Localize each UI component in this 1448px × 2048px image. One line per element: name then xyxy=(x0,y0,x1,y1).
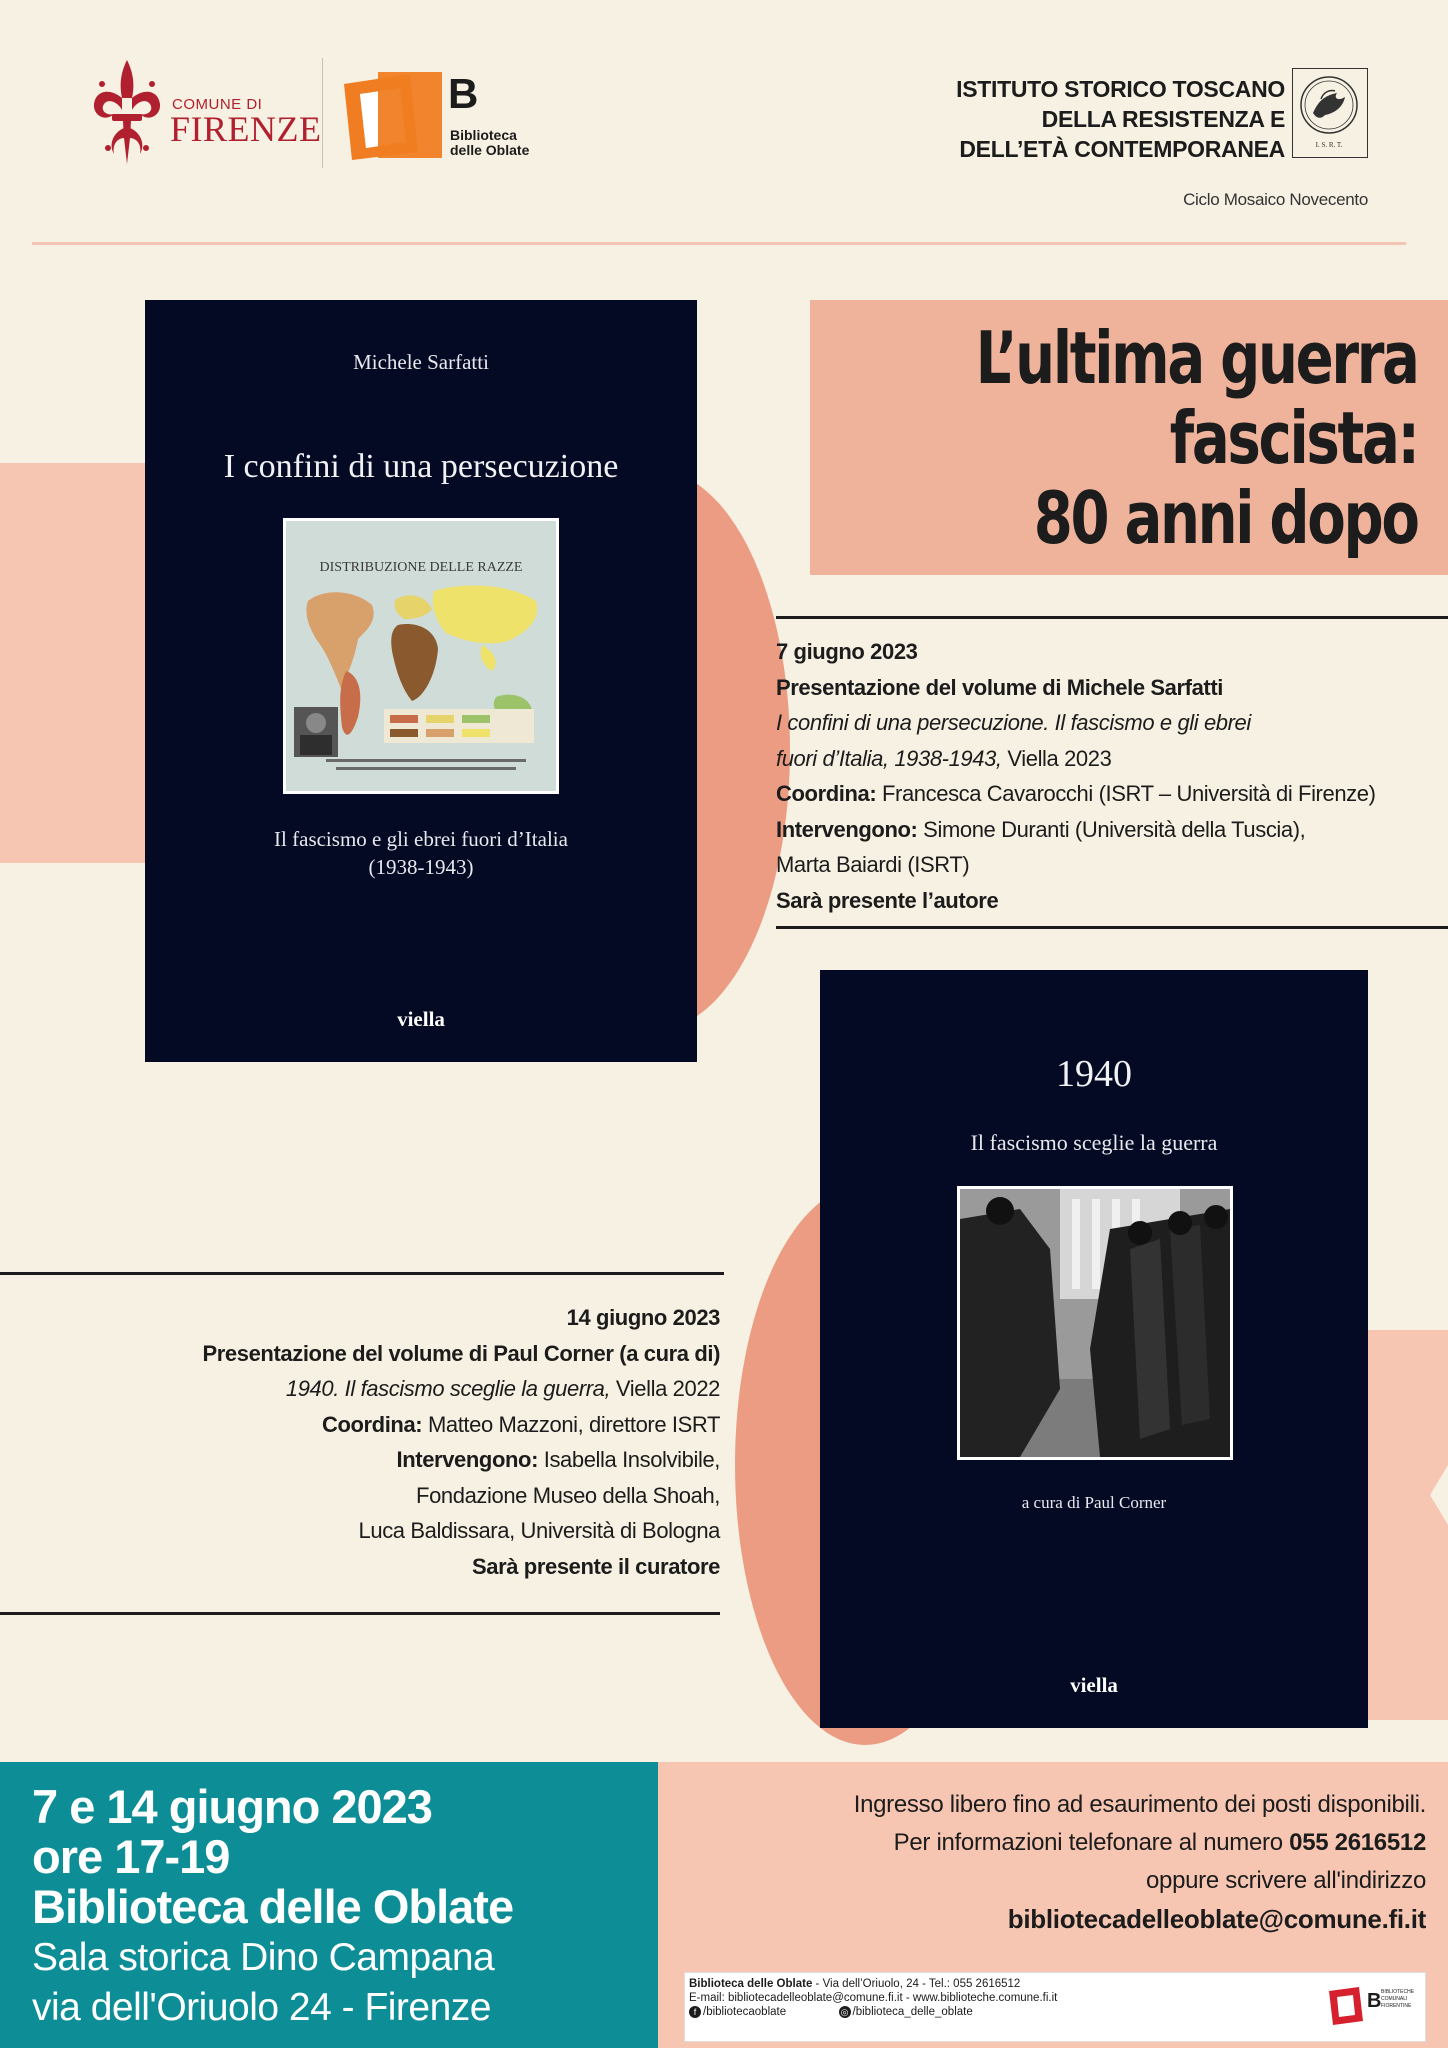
event2-presence: Sarà presente il curatore xyxy=(471,1553,720,1579)
event1-speakers-label: Intervengono: xyxy=(776,816,918,842)
instagram-icon: ◎ xyxy=(839,2006,851,2018)
strip-address: - Via dell’Oriuolo, 24 - Tel.: 055 2616512 xyxy=(812,1978,1021,1990)
marching-soldiers-image xyxy=(960,1189,1230,1457)
strip-social-line xyxy=(689,2005,973,2019)
main-title-box xyxy=(810,300,1448,575)
oblate-logo-letter: B xyxy=(448,70,479,117)
decorative-triangle-right xyxy=(1430,1465,1448,1525)
isrt-line1: ISTITUTO STORICO TOSCANO xyxy=(956,76,1285,102)
event1-date: 7 giugno 2023 xyxy=(776,639,918,664)
library-info-strip xyxy=(684,1972,1426,2042)
main-title-line2: fascista: xyxy=(1170,396,1418,480)
ciclo-label: Ciclo Mosaico Novecento xyxy=(1183,190,1368,209)
event2-speakers-value3: Luca Baldissara, Università di Bologna xyxy=(358,1518,720,1543)
footer-phone-number[interactable]: 055 2616512 xyxy=(1289,1829,1426,1856)
event1-speakers-value1: Simone Duranti (Università della Tuscia), xyxy=(917,816,1306,842)
event1-heading: Presentazione del volume di Michele Sarfatti xyxy=(776,674,1223,700)
event2-bottom-rule xyxy=(0,1612,720,1615)
footer-info-line3: oppure scrivere all'indirizzo xyxy=(1145,1867,1426,1894)
book2-editor: a cura di Paul Corner xyxy=(1021,1493,1167,1512)
main-title-line1: L’ultima guerra xyxy=(976,316,1418,400)
book1-map-image xyxy=(283,518,559,794)
event2-speakers-value1: Isabella Insolvibile, xyxy=(538,1447,720,1472)
footer-time: ore 17-19 xyxy=(32,1830,230,1883)
book2-photo-image xyxy=(957,1186,1233,1460)
event2-top-rule xyxy=(0,1272,724,1275)
main-title xyxy=(976,318,1418,558)
oblate-logo-text xyxy=(450,128,529,158)
book2-year: 1940 xyxy=(1056,1053,1132,1095)
event2-coord-label: Coordina: xyxy=(321,1411,423,1437)
event1-speakers-value2: Marta Baiardi (ISRT) xyxy=(776,852,970,877)
book2-publisher: viella xyxy=(1070,1673,1118,1697)
isrt-seal-icon xyxy=(1293,69,1366,155)
comune-di-label: COMUNE DI xyxy=(172,96,263,113)
footer-dates: 7 e 14 giugno 2023 xyxy=(32,1780,432,1833)
map-heading: DISTRIBUZIONE DELLE RAZZE xyxy=(319,560,523,575)
event1-coord-value: Francesca Cavarocchi (ISRT – Università di Firenze) xyxy=(876,781,1376,806)
decorative-rect-left xyxy=(0,463,150,863)
footer-address: via dell'Oriuolo 24 - Firenze xyxy=(32,1986,491,2029)
footer-email-link[interactable]: bibliotecadelleoblate@comune.fi.it xyxy=(1007,1904,1426,1934)
event1-details xyxy=(776,634,1448,918)
book-cover-confini xyxy=(145,300,697,1062)
strip-logo-text3: FIORENTINE xyxy=(1381,2003,1412,2009)
book1-publisher: viella xyxy=(397,1007,445,1031)
footer-room: Sala storica Dino Campana xyxy=(32,1936,495,1979)
footer-info-text xyxy=(854,1786,1426,1938)
book2-title: Il fascismo sceglie la guerra xyxy=(970,1130,1218,1155)
isrt-seal-text: I. S. R. T. xyxy=(1315,141,1343,149)
book-cover-1940 xyxy=(820,970,1368,1728)
footer-info-line2: Per informazioni telefonare al numero xyxy=(893,1829,1290,1856)
strip-email-line[interactable]: E-mail: bibliotecadelleoblate@comune.fi.it - www.biblioteche.comune.fi.it xyxy=(689,1992,1058,2004)
footer-venue-text xyxy=(32,1782,513,2032)
biblioteche-logo-icon xyxy=(1325,1981,1415,2031)
book1-subtitle-line2: (1938-1943) xyxy=(368,855,474,879)
isrt-line2: DELLA RESISTENZA E xyxy=(1041,106,1285,132)
oblate-line1: Biblioteca xyxy=(450,127,517,143)
event1-book-publisher: Viella 2023 xyxy=(1001,745,1112,771)
strip-instagram-handle[interactable]: /biblioteca_delle_oblate xyxy=(852,2006,973,2018)
event2-speakers-label: Intervengono: xyxy=(396,1447,539,1472)
top-divider xyxy=(32,242,1406,245)
world-map-image xyxy=(286,521,556,791)
event2-date: 14 giugno 2023 xyxy=(566,1305,720,1330)
event1-book-title-line2: fuori d’Italia, 1938-1943, xyxy=(776,745,1002,771)
footer-venue-panel xyxy=(0,1762,658,2048)
strip-logo-text2: COMUNALI xyxy=(1381,1996,1408,2002)
strip-logo-letter: B xyxy=(1367,1990,1382,2012)
event2-details xyxy=(60,1300,720,1584)
strip-logo-text1: BIBLIOTECHE xyxy=(1381,1989,1415,1995)
facebook-icon: f xyxy=(689,2006,701,2018)
event2-book-publisher: Viella 2022 xyxy=(610,1376,720,1401)
event2-heading: Presentazione del volume di Paul Corner (a cura di) xyxy=(202,1340,720,1366)
oblate-line2: delle Oblate xyxy=(450,142,530,158)
book1-title: I confini di una persecuzione xyxy=(223,448,619,485)
event1-bottom-rule xyxy=(776,926,1448,929)
strip-address-line xyxy=(689,1977,1020,1991)
biblioteche-fiorentine-logo xyxy=(1325,1981,1415,2031)
firenze-lily-logo-icon xyxy=(88,58,166,168)
book1-subtitle xyxy=(145,825,697,881)
isrt-seal-logo xyxy=(1292,68,1368,158)
main-title-line3: 80 anni dopo xyxy=(1034,476,1418,560)
event1-book-title-line1: I confini di una persecuzione. Il fascismo e gli ebrei xyxy=(776,710,1251,735)
header-divider xyxy=(322,58,323,168)
isrt-line3: DELL’ETÀ CONTEMPORANEA xyxy=(959,136,1285,162)
event2-coord-value: Matteo Mazzoni, direttore ISRT xyxy=(422,1411,720,1437)
book1-author: Michele Sarfatti xyxy=(353,350,489,374)
footer-venue: Biblioteca delle Oblate xyxy=(32,1880,514,1933)
isrt-title xyxy=(956,74,1285,164)
decorative-rect-right xyxy=(1360,1330,1448,1720)
event2-speakers-value2: Fondazione Museo della Shoah, xyxy=(416,1482,720,1508)
strip-library-name: Biblioteca delle Oblate xyxy=(689,1978,813,1990)
footer-info-line1: Ingresso libero fino ad esaurimento dei posti disponibili. xyxy=(853,1791,1426,1818)
book1-subtitle-line1: Il fascismo e gli ebrei fuori d’Italia xyxy=(274,827,568,851)
strip-facebook-handle[interactable]: /bibliotecaoblate xyxy=(703,2006,787,2018)
firenze-wordmark: FIRENZE xyxy=(170,109,322,149)
event1-coord-label: Coordina: xyxy=(776,781,877,806)
event2-book-title: 1940. Il fascismo sceglie la guerra, xyxy=(285,1376,611,1401)
oblate-logo-icon xyxy=(338,70,442,162)
event1-top-rule xyxy=(776,616,1448,619)
event1-presence: Sarà presente l’autore xyxy=(776,887,999,913)
